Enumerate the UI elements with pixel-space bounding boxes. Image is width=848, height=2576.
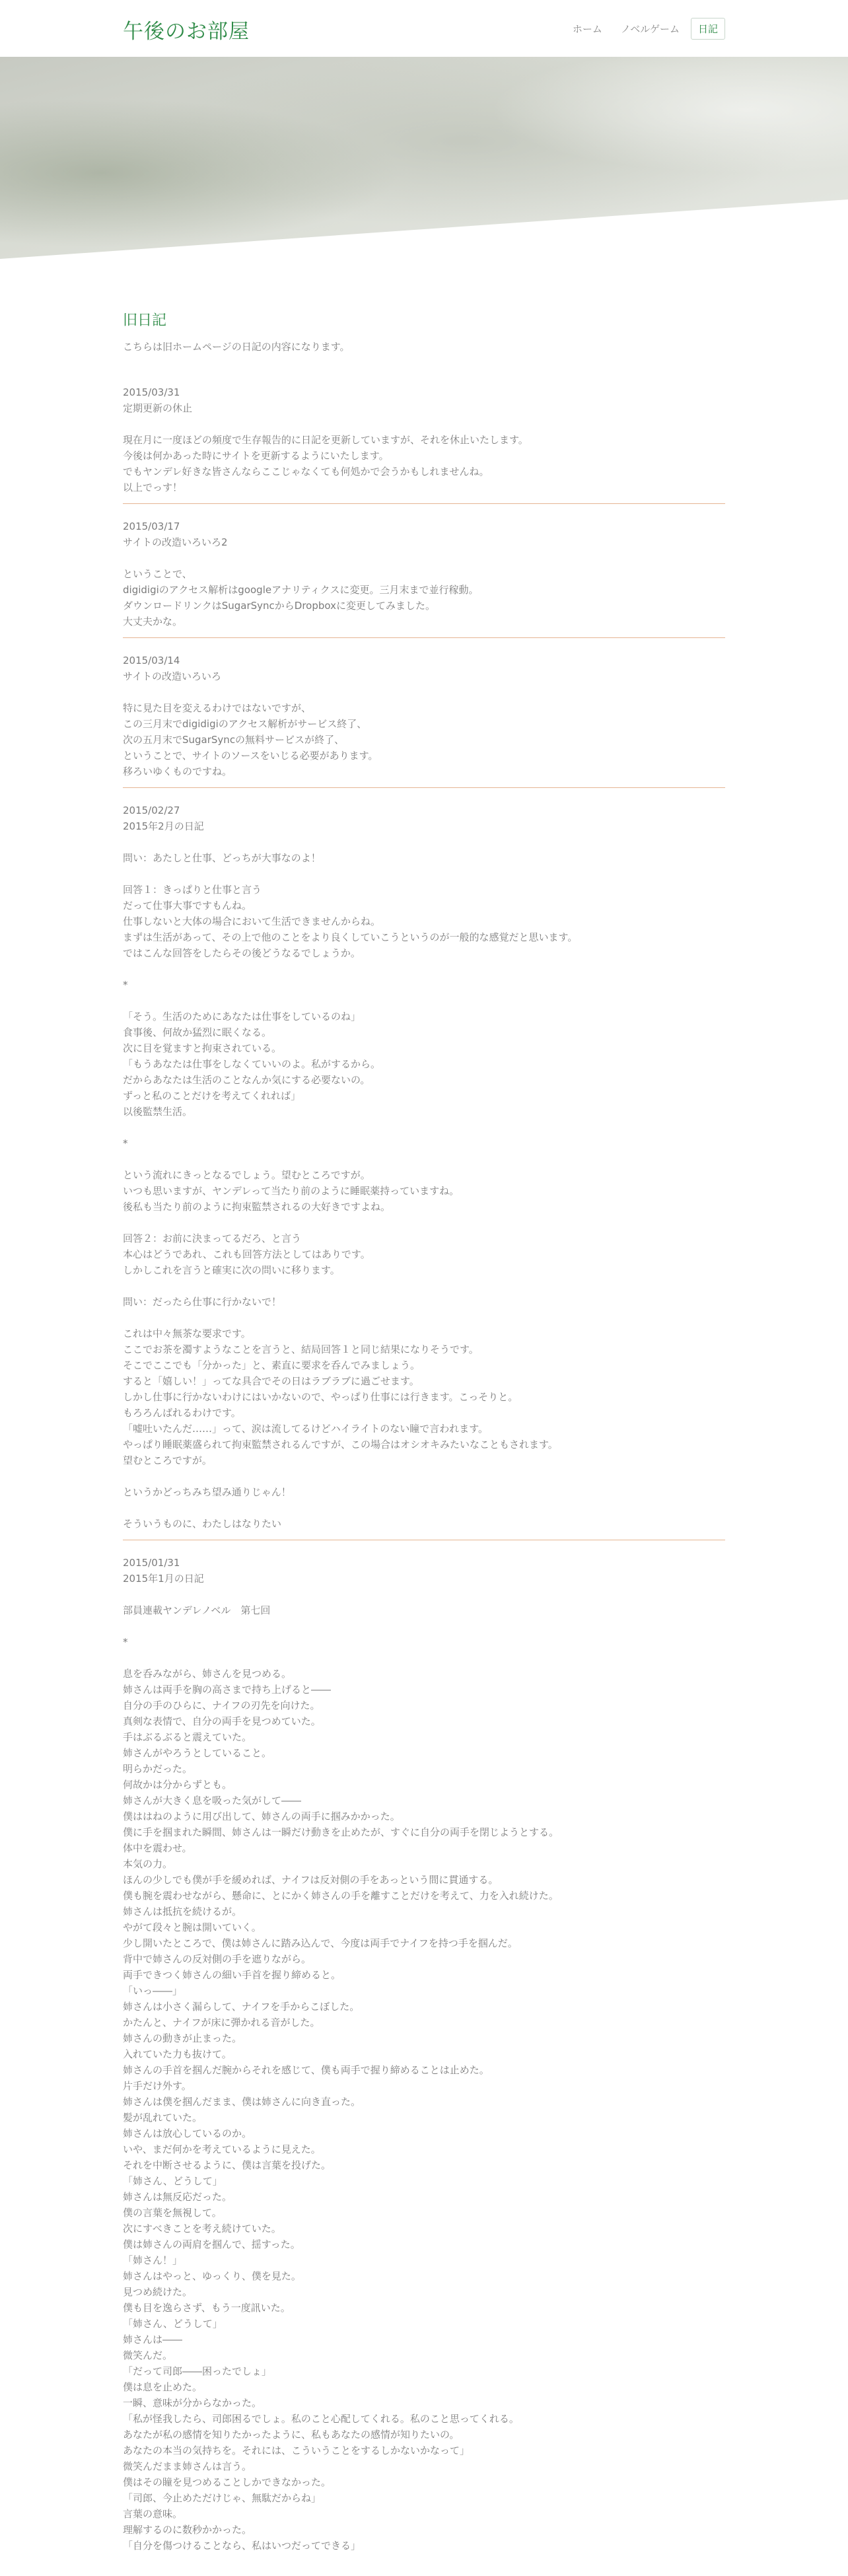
entry-text-line: 「私が怪我したら、司郎困るでしょ。私のこと心配してくれる。私のこと思ってくれる。: [123, 2413, 519, 2425]
entry-text-line: 姉さんが大きく息を吸った気がして――: [123, 1795, 302, 1807]
entry-text-line: 「もうあなたは仕事をしなくていいのよ。私がするから。: [123, 1058, 381, 1070]
entry-text-line: [123, 1618, 725, 1634]
entry-text-line: しかし仕事に行かないわけにはいかないので、やっぱり仕事には行きます。こっそりと。: [123, 1391, 518, 1403]
entry-text-line: もろろんばれるわけです。: [123, 1407, 241, 1419]
entry-text-line: 「自分を傷つけることなら、私はいつだってできる」: [123, 2540, 361, 2552]
entry-text-line: [123, 684, 725, 700]
entry-text-line: 何故かは分からずとも。: [123, 1779, 232, 1791]
entry-text-line: 大丈夫かな。: [123, 616, 183, 627]
entry-text-line: [123, 1215, 725, 1231]
entry-text-line: 後私も当たり前のように拘束監禁されるの大好きですよね。: [123, 1201, 391, 1213]
entry-text-line: 部員連載ヤンデレノベル 第七回: [123, 1604, 271, 1616]
entry-text-line: 「司郎、今止めただけじゃ、無駄だからね」: [123, 2492, 322, 2504]
entry-text-line: 本心はどうであれ、これも回答方法としてはありです。: [123, 1248, 371, 1260]
entry-title: サイトの改造いろいろ2: [123, 536, 228, 548]
entry-text-line: そういうものに、わたしはなりたい: [123, 1518, 282, 1530]
entry-text-line: [123, 550, 725, 566]
main-content: [123, 312, 725, 2576]
entry-date: 2015/03/14: [123, 655, 180, 666]
entry-text-line: だって仕事大事ですもんね。: [123, 900, 252, 912]
entry-text-line: [123, 1278, 725, 1294]
site-brand-link[interactable]: 午後のお部屋: [123, 20, 250, 44]
entry-text-line: 僕の言葉を無視して。: [123, 2207, 222, 2219]
hero-image: [0, 57, 848, 268]
entry-text-line: ダウンロードリンクはSugarSyncからDropboxに変更してみました。: [123, 600, 435, 612]
nav-item-1[interactable]: ノベルゲーム: [620, 23, 680, 35]
entry-text-line: すると「嬉しい！」ってな具合でその日はラブラブに過ごせます。: [123, 1375, 419, 1387]
entry-text-line: 理解するのに数秒かかった。: [123, 2524, 252, 2536]
diary-entry: [123, 519, 725, 638]
entry-text-line: ほんの少しでも僕が手を緩めれば、ナイフは反対側の手をあっという間に貫通する。: [123, 1874, 499, 1886]
entry-text-line: 特に見た目を変えるわけではないですが、: [123, 702, 312, 714]
entry-text-line: 言葉の意味。: [123, 2508, 183, 2520]
entry-text-line: やっぱり睡眠薬盛られて拘束監禁されるんですが、この場合はオシオキみたいなこともされます。: [123, 1439, 558, 1450]
entry-text-line: [123, 1151, 725, 1167]
entry-text-line: [123, 834, 725, 850]
entry-date: 2015/03/31: [123, 386, 180, 398]
entry-text-line: 見つめ続けた。: [123, 2286, 193, 2298]
nav-item-2[interactable]: 日記: [691, 18, 725, 40]
entry-title: 2015年1月の日記: [123, 1573, 204, 1585]
diary-entry: [123, 384, 725, 504]
entry-text-line: [123, 866, 725, 882]
entry-text-line: 姉さんは小さく漏らして、ナイフを手からこぼした。: [123, 2001, 360, 2013]
hero-banner: [0, 57, 848, 268]
entry-text-line: 少し開いたところで、僕は姉さんに踏み込んで、今度は両手でナイフを持つ手を掴んだ。: [123, 1937, 518, 1949]
entry-title: 定期更新の休止: [123, 402, 193, 414]
entry-text-line: でもヤンデレ好きな皆さんならここじゃなくても何処かで会うかもしれませんね。: [123, 466, 489, 478]
entry-text-line: [123, 1650, 725, 1666]
entry-text-line: 「そう。生活のためにあなたは仕事をしているのね」: [123, 1011, 361, 1022]
entry-text-line: だからあなたは生活のことなんか気にする必要ないの。: [123, 1074, 371, 1086]
entry-text-line: ということで、: [123, 568, 192, 580]
entry-text-line: 僕も目を逸らさず、もう一度訊いた。: [123, 2302, 291, 2314]
site-header: [0, 0, 848, 57]
entry-text-line: 食事後、何故か猛烈に眠くなる。: [123, 1026, 272, 1038]
entry-text-line: 今後は何かあった時にサイトを更新するようにいたします。: [123, 450, 389, 462]
entry-text-line: 明らかだった。: [123, 1763, 193, 1775]
entry-text-line: [123, 1310, 725, 1326]
entry-text-line: [123, 1468, 725, 1484]
entry-text-line: 姉さんは両手を胸の高さまで持ち上げると――: [123, 1684, 332, 1696]
entry-text-line: やがて段々と腕は開いていく。: [123, 1921, 262, 1933]
entry-text-line: 姉さんの手首を掴んだ腕からそれを感じて、僕も両手で握り締めることは止めた。: [123, 2064, 489, 2076]
entry-text-line: 真剣な表情で、自分の両手を見つめていた。: [123, 1715, 321, 1727]
entry-text-line: 僕はその瞳を見つめることしかできなかった。: [123, 2476, 332, 2488]
entry-date: 2015/03/17: [123, 520, 180, 532]
entry-text-line: 入れていた力も抜けて。: [123, 2048, 232, 2060]
entry-text-line: まずは生活があって、その上で他のことをより良くしていこうというのが一般的な感覚だと思います。: [123, 931, 578, 943]
entry-text-line: 望むところですが。: [123, 1454, 212, 1466]
entry-text-line: 僕は姉さんの両肩を掴んで、揺すった。: [123, 2238, 300, 2250]
entry-text-line: ではこんな回答をしたらその後どうなるでしょうか。: [123, 947, 361, 959]
entry-text-line: かたんと、ナイフが床に弾かれる音がした。: [123, 2017, 320, 2028]
entry-text-line: 姉さんは僕を掴んだまま、僕は姉さんに向き直った。: [123, 2096, 361, 2108]
entry-text-line: [123, 1120, 725, 1135]
entry-title: サイトの改造いろいろ: [123, 670, 221, 682]
entry-text-line: *: [123, 1137, 128, 1149]
entry-text-line: *: [123, 979, 128, 991]
diary-entry: [123, 803, 725, 1540]
entry-text-line: 「だって司郎――困ったでしょ」: [123, 2365, 272, 2377]
diary-entries: [123, 384, 725, 2561]
entry-text-line: digidigiのアクセス解析はgoogleアナリティクスに変更。三月末まで並行稼動。: [123, 584, 479, 596]
entry-text-line: [123, 1587, 725, 1602]
entry-text-line: 「姉さん、どうして」: [123, 2175, 223, 2187]
entry-text-line: 問い：だったら仕事に行かないで！: [123, 1296, 282, 1308]
entry-text-line: 次にすべきことを考え続けていた。: [123, 2223, 281, 2235]
diary-entry: [123, 1555, 725, 2561]
entry-text-line: 微笑んだ。: [123, 2349, 173, 2361]
entry-text-line: そこでここでも「分かった」と、素直に要求を呑んでみましょう。: [123, 1359, 421, 1371]
entry-text-line: 姉さんは無反応だった。: [123, 2191, 232, 2203]
entry-text-line: ずっと私のことだけを考えてくれれば」: [123, 1090, 301, 1102]
entry-text-line: 以上でっす！: [123, 482, 183, 493]
entry-text-line: 片手だけ外す。: [123, 2080, 192, 2092]
entry-text-line: 回答２：お前に決まってるだろ、と言う: [123, 1233, 302, 1244]
entry-date: 2015/01/31: [123, 1557, 180, 1569]
entry-text-line: 僕も腕を震わせながら、懸命に、とにかく姉さんの手を離すことだけを考えて、力を入れ続けた。: [123, 1890, 559, 1902]
entry-text-line: 自分の手のひらに、ナイフの刃先を向けた。: [123, 1699, 320, 1711]
entry-text-line: 僕に手を掴まれた瞬間、姉さんは一瞬だけ動きを止めたが、すぐに自分の両手を閉じようとする。: [123, 1826, 559, 1838]
entry-text-line: いつも思いますが、ヤンデレって当たり前のように睡眠薬持っていますね。: [123, 1185, 460, 1197]
entry-text-line: 体中を震わせ。: [123, 1842, 192, 1854]
page-title: 旧日記: [123, 312, 167, 329]
entry-text-line: 「嘘吐いたんだ……」って、涙は流してるけどハイライトのない瞳で言われます。: [123, 1423, 489, 1435]
entry-text-line: 姉さんは――: [123, 2334, 183, 2345]
entry-text-line: この三月末でdigidigiのアクセス解析がサービス終了、: [123, 718, 367, 730]
entry-text-line: 僕ははねのように用び出して、姉さんの両手に掴みかかった。: [123, 1810, 400, 1822]
entry-title: 2015年2月の日記: [123, 820, 204, 832]
entry-text-line: 「姉さん、どうして」: [123, 2318, 223, 2330]
entry-text-line: しかしこれを言うと確実に次の問いに移ります。: [123, 1264, 340, 1276]
entry-text-line: 姉さんは放心しているのか。: [123, 2128, 252, 2139]
entry-text-line: 手はぶるぶると震えていた。: [123, 1731, 252, 1743]
entry-text-line: 回答１：きっぱりと仕事と言う: [123, 884, 262, 896]
entry-text-line: 背中で姉さんの反対側の手を遮りながら。: [123, 1953, 312, 1965]
entry-text-line: 姉さんはやっと、ゆっくり、僕を見た。: [123, 2270, 301, 2282]
diary-entry: [123, 653, 725, 788]
nav-item-0[interactable]: ホーム: [572, 23, 602, 35]
page-intro: こちらは旧ホームページの日記の内容になります。: [123, 341, 350, 353]
entry-text-line: 移ろいゆくものですね。: [123, 766, 232, 777]
entry-text-line: 現在月に一度ほどの頻度で生存報告的に日記を更新していますが、それを休止いたします。: [123, 434, 528, 446]
entry-text-line: あなたが私の感情を知りたかったように、私もあなたの感情が知りたいの。: [123, 2429, 460, 2441]
entry-text-line: 問い：あたしと仕事、どっちが大事なのよ！: [123, 852, 321, 864]
entry-text-line: 仕事しないと大体の場合において生活できませんからね。: [123, 915, 381, 927]
entry-text-line: あなたの本当の気持ちを。それには、こういうことをするしかないかなって」: [123, 2445, 470, 2456]
entry-text-line: 僕は息を止めた。: [123, 2381, 203, 2393]
entry-text-line: 姉さんがやろうとしていること。: [123, 1747, 272, 1759]
entry-text-line: 息を呑みながら、姉さんを見つめる。: [123, 1668, 292, 1680]
entry-text-line: [123, 961, 725, 977]
entry-text-line: 次に目を覚ますと拘束されている。: [123, 1042, 282, 1054]
entry-text-line: それを中断させるように、僕は言葉を投げた。: [123, 2159, 332, 2171]
entry-text-line: 一瞬、意味が分からなかった。: [123, 2397, 262, 2409]
entry-text-line: というかどっちみち望み通りじゃん！: [123, 1486, 291, 1498]
main-nav: [565, 18, 725, 40]
entry-text-line: ということで、サイトのソースをいじる必要があります。: [123, 750, 378, 762]
entry-text-line: *: [123, 1636, 128, 1648]
entry-text-line: 本気の力。: [123, 1858, 173, 1870]
entry-text-line: 微笑んだまま姉さんは言う。: [123, 2460, 252, 2472]
entry-text-line: 姉さんは抵抗を続けるが。: [123, 1906, 242, 1917]
entry-text-line: 「姉さん！」: [123, 2254, 183, 2266]
entry-text-line: 髪が乱れていた。: [123, 2112, 203, 2124]
entry-text-line: 姉さんの動きが止まった。: [123, 2032, 242, 2044]
entry-text-line: [123, 416, 725, 432]
entry-text-line: 以後監禁生活。: [123, 1106, 193, 1118]
entry-text-line: という流れにきっとなるでしょう。望むところですが。: [123, 1169, 371, 1181]
entry-text-line: 「いっ――」: [123, 1985, 183, 1997]
entry-text-line: [123, 1500, 725, 1516]
entry-text-line: ここでお茶を濁すようなことを言うと、結局回答１と同じ結果になりそうです。: [123, 1343, 479, 1355]
entry-date: 2015/02/27: [123, 805, 180, 816]
entry-text-line: これは中々無茶な要求です。: [123, 1328, 251, 1340]
entry-text-line: 両手できつく姉さんの細い手首を握り締めると。: [123, 1969, 341, 1981]
entry-text-line: いや、まだ何かを考えているように見えた。: [123, 2143, 321, 2155]
entry-text-line: 次の五月末でSugarSyncの無料サービスが終了、: [123, 734, 345, 746]
entry-text-line: [123, 993, 725, 1009]
